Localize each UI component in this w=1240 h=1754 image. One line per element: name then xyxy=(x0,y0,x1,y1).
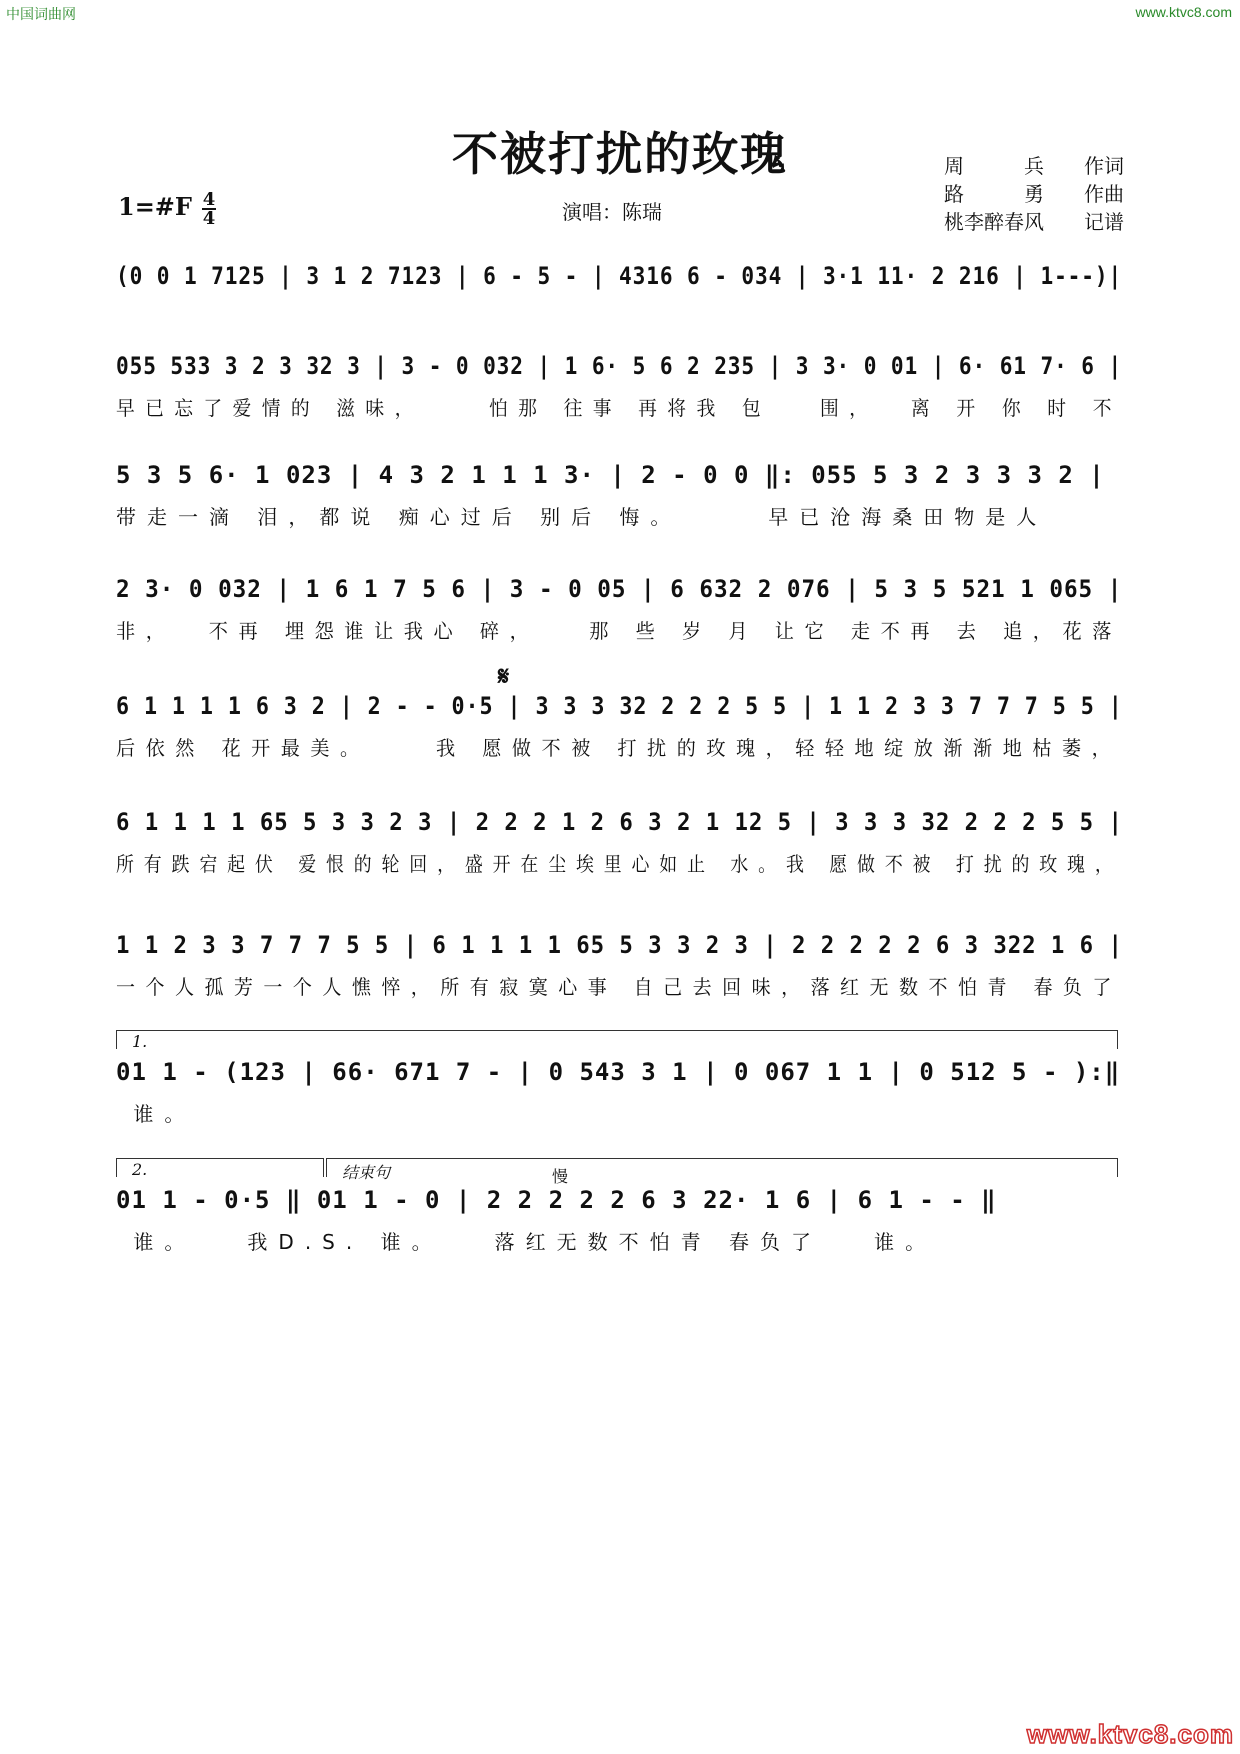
score-system-1 xyxy=(116,262,1122,304)
score-system-3 xyxy=(116,461,1122,529)
time-signature: 4 4 xyxy=(202,189,216,229)
notation-line: 6 1 1 1 1 6 3 2 | 2 - - 0·5 | 3 3 3 32 2 2 2 5 5 | 1 1 2 3 3 7 7 7 5 5 | xyxy=(116,692,1123,720)
lyrics-line: 所有跌宕起伏 爱恨的轮回，盛开在尘埃里心如止 水。我 愿做不被 打扰的玫瑰， xyxy=(116,852,1123,876)
credit-transcriber: 桃李醉春风 记谱 xyxy=(944,210,1124,234)
score-system-9 xyxy=(116,1186,1122,1254)
song-title: 不被打扰的玫瑰 xyxy=(452,127,788,181)
lyrics-line: 带走一滴 泪，都说 痴心过后 别后 悔。 早已沧海桑田物是人 xyxy=(116,505,1048,529)
notation-line: 01 1 - (123 | 66· 671 7 - | 0 543 3 1 | 0 067 1 1 | 0 512 5 - ):‖ xyxy=(116,1058,1121,1086)
volta-1-label: 1. xyxy=(132,1032,148,1051)
tempo-mark: 慢 xyxy=(552,1167,569,1186)
score-system-6 xyxy=(116,808,1123,876)
notation-line: 5 3 5 6· 1 023 | 4 3 2 1 1 1 3· | 2 - 0 0 ‖: 055 5 3 2 3 3 3 2 | xyxy=(116,461,1105,489)
segno-sign: 𝄋 xyxy=(498,662,510,692)
lyrics-line: 非， 不再 埋怨谁让我心 碎， 那 些 岁 月 让它 走不再 去 追，花落 xyxy=(116,619,1123,643)
score-system-5 xyxy=(116,692,1123,760)
key-signature: 1=#F xyxy=(118,192,192,221)
score-system-4 xyxy=(116,575,1123,643)
volta-1-bracket xyxy=(116,1030,1118,1049)
credits xyxy=(944,152,1124,236)
notation-line: 1 1 2 3 3 7 7 7 5 5 | 6 1 1 1 1 65 5 3 3 2 3 | 2 2 2 2 2 6 3 322 1 6 | xyxy=(116,931,1123,959)
lyrics-line: 谁。 我D.S. 谁。 落红无数不怕青 春负了 谁。 xyxy=(116,1230,937,1254)
lyrics-line: 后依然 花开最美。 我 愿做不被 打扰的玫瑰，轻轻地绽放渐渐地枯萎， xyxy=(116,736,1122,760)
site-url[interactable]: www.ktvc8.com xyxy=(1135,4,1232,20)
coda-label: 结束句 xyxy=(342,1163,391,1182)
notation-line: (0 0 1 7125 | 3 1 2 7123 | 6 - 5 - | 4316 6 - 034 | 3·1 11· 2 216 | 1---)| xyxy=(116,262,1123,290)
lyrics-line: 早已忘了爱情的 滋味， 怕那 往事 再将我 包 围， 离 开 你 时 不 xyxy=(116,396,1122,420)
singer: 演唱：陈瑞 xyxy=(562,200,662,224)
lyrics-line: 一个人孤芳一个人憔悴，所有寂寞心事 自己去回味，落红无数不怕青 春负了 xyxy=(116,975,1122,999)
volta-2-label: 2. xyxy=(132,1160,148,1179)
notation-line: 2 3· 0 032 | 1 6 1 7 5 6 | 3 - 0 05 | 6 632 2 076 | 5 3 5 521 1 065 | xyxy=(116,575,1123,603)
notation-line: 055 533 3 2 3 32 3 | 3 - 0 032 | 1 6· 5 6 2 235 | 3 3· 0 01 | 6· 61 7· 6 | xyxy=(116,352,1123,380)
score-system-8 xyxy=(116,1058,1122,1126)
credit-lyricist: 周 兵 作词 xyxy=(944,154,1124,178)
credit-composer: 路 勇 作曲 xyxy=(944,182,1124,206)
notation-line: 6 1 1 1 1 65 5 3 3 2 3 | 2 2 2 1 2 6 3 2 1 12 5 | 3 3 3 32 2 2 2 5 5 | xyxy=(116,808,1123,836)
coda-bracket xyxy=(326,1158,1118,1177)
site-logo-text[interactable]: 中国词曲网 xyxy=(6,6,76,22)
score-system-7 xyxy=(116,931,1123,999)
score-system-2 xyxy=(116,352,1123,420)
lyrics-line: 谁。 xyxy=(116,1102,196,1126)
watermark-logo: www.ktvc8.com xyxy=(1026,1719,1234,1749)
notation-line: 01 1 - 0·5 ‖ 01 1 - 0 | 2 2 2 2 2 6 3 22· 1 6 | 6 1 - - ‖ xyxy=(116,1186,997,1214)
